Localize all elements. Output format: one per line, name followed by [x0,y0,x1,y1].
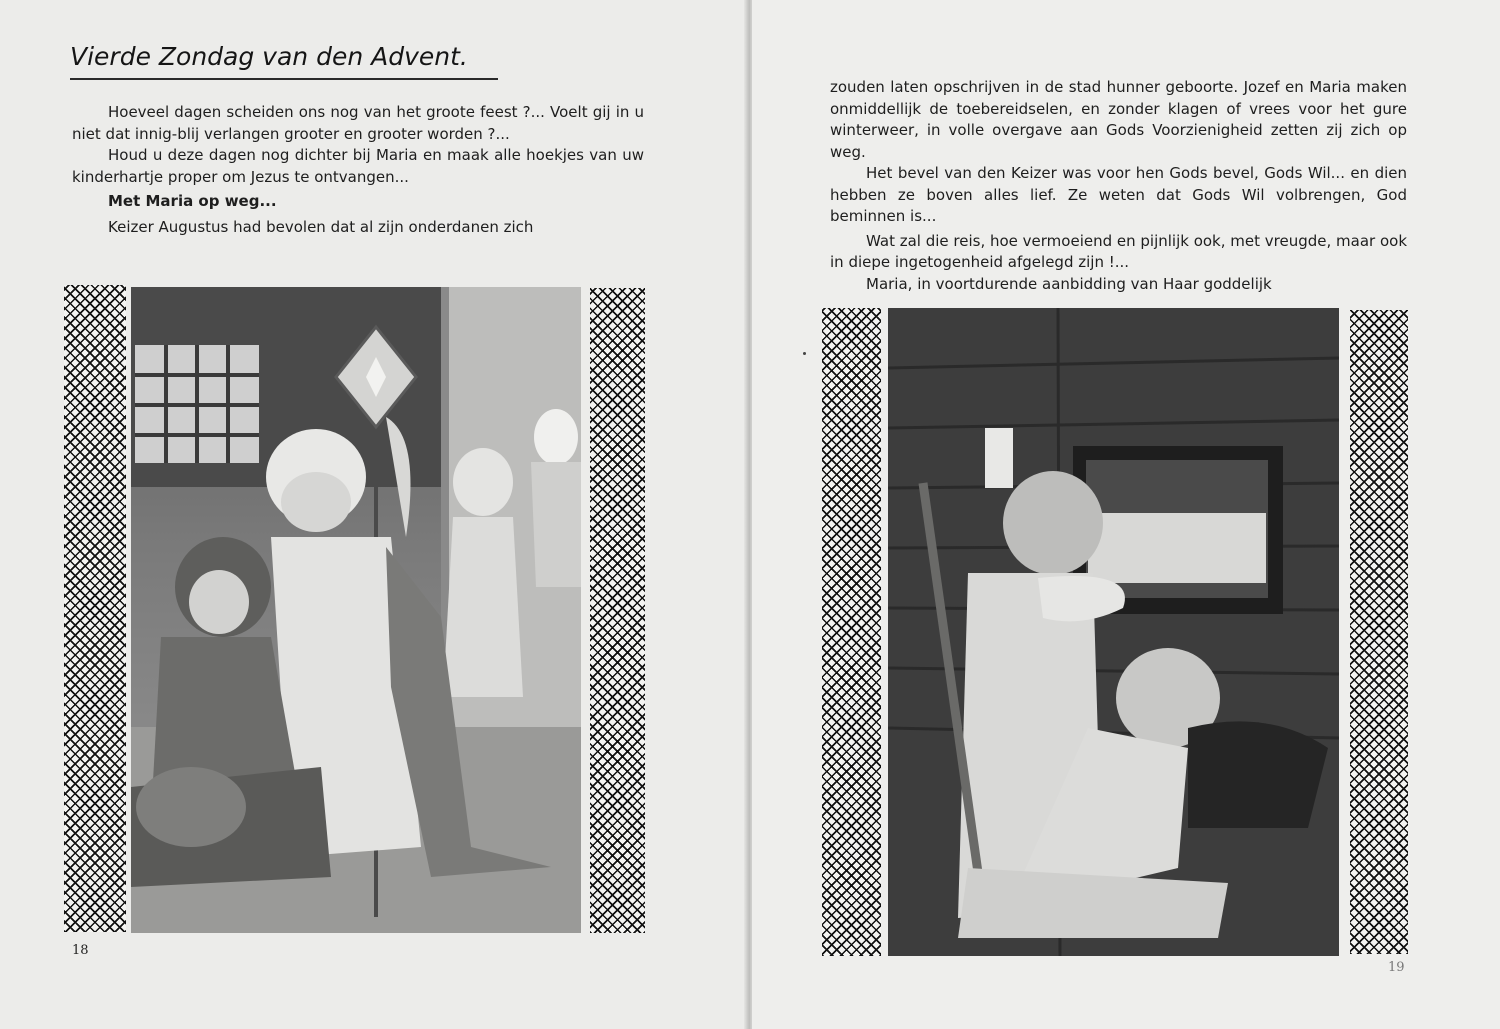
page-title: Vierde Zondag van den Advent. [70,42,468,71]
paragraph-3: Keizer Augustus had bevolen dat al zijn onderdanen zich [108,217,534,236]
page-number-left: 18 [72,943,89,958]
illustration-drawing [131,287,581,933]
illustration-children-angel [131,287,581,933]
paragraph-1: Hoeveel dagen scheiden ons nog van het groote feest ?... Voelt gij in u niet dat innig-blij verlangen grooter en grooter worden ?... [72,103,644,143]
illustration-angels-stable [888,308,1339,956]
left-hatch-border [64,285,126,932]
paragraph-5: Het bevel van den Keizer was voor hen Gods bevel, Gods Wil... en dien hebben ze boven alles lief. Ze weten dat Gods Wil volbrengen, God beminnen is... [830,164,1407,225]
paragraph-2: Houd u deze dagen nog dichter bij Maria en maak alle hoekjes van uw kinderhartje proper om Jezus te ontvangen... [72,146,644,186]
left-hatch-border-2 [822,308,881,956]
page-number-right: 19 [1388,960,1405,975]
right-hatch-border-2 [1350,310,1408,954]
paragraph-6: Wat zal die reis, hoe vermoeiend en pijnlijk ook, met vreugde, maar ook in diepe ingetogenheid afgelegd zijn !... [830,231,1408,271]
paragraph-4: zouden laten opschrijven in de stad hunner geboorte. Jozef en Maria maken onmiddellijk de toebereidselen, en zonder klagen of vrees voor het gure winterweer, in volle overgave aan Gods Voorzienigheid zetten zij zich op weg. [830,78,1407,161]
paper-speck [803,352,806,355]
left-body-text [72,102,644,238]
right-hatch-border [590,288,645,933]
title-underline [70,78,498,80]
section-heading: Met Maria op weg... [108,192,277,210]
left-page [0,0,748,1029]
paragraph-7: Maria, in voortdurende aanbidding van Haar goddelijk [866,274,1272,293]
right-body-text [830,77,1407,295]
illustration-drawing [888,308,1339,956]
